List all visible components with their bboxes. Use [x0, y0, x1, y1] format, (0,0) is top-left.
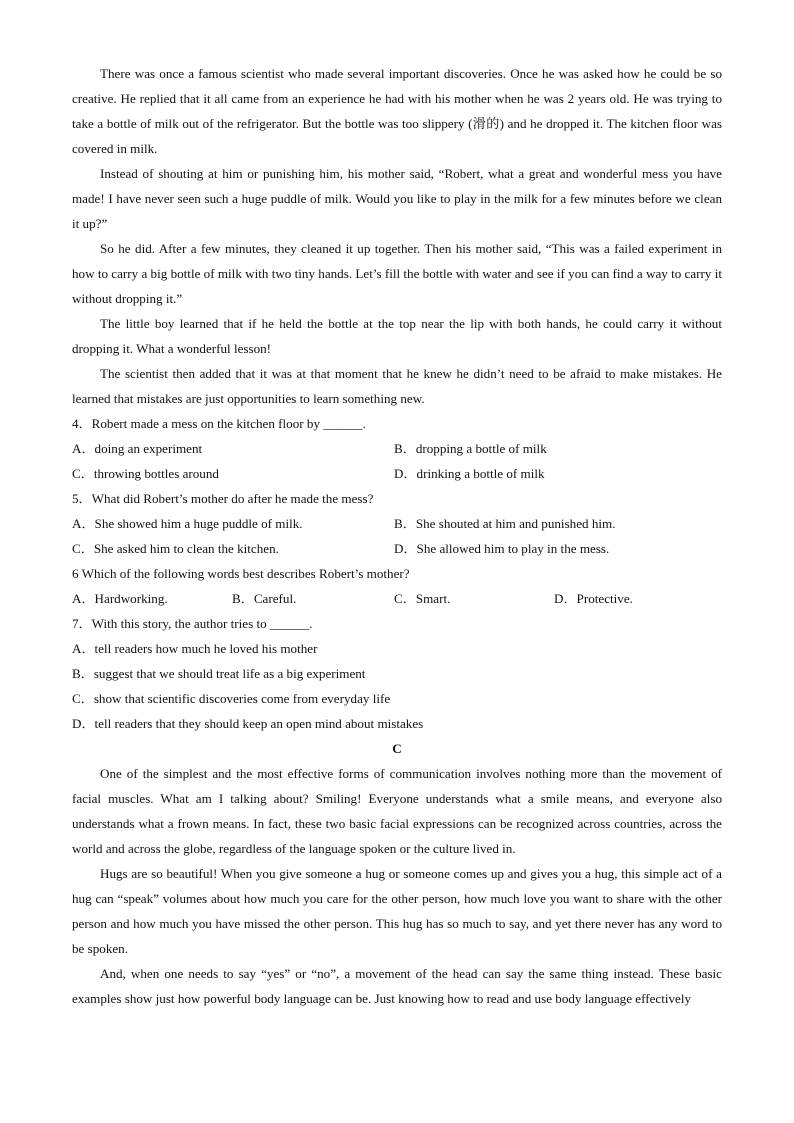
question-7-option-a[interactable]: A．tell readers how much he loved his mother [72, 641, 318, 656]
question-7-option-d[interactable]: D．tell readers that they should keep an open mind about mistakes [72, 716, 424, 731]
question-6-option-a[interactable]: A．Hardworking. [72, 591, 168, 606]
passage-b-paragraph-5: The scientist then added that it was at that moment that he knew he didn’t need to be afraid to make mistakes. He learned that mistakes are just opportunities to learn something new. [72, 366, 722, 406]
section-c-paragraph-1: One of the simplest and the most effective forms of communication involves nothing more than the movement of facial muscles. What am I talking about? Smiling! Everyone understands what a smile means, and everyone also understands what a frown means. In fact, these two basic facial expressions can be recognized across countries, across the world and across the globe, regardless of the language spoken or the culture lived in. [72, 766, 722, 856]
question-6 [72, 561, 722, 611]
question-7 [72, 611, 722, 736]
question-6-option-b[interactable]: B．Careful. [232, 591, 297, 606]
passage-b-paragraph-1: There was once a famous scientist who made several important discoveries. Once he was asked how he could be so creative. He replied that it all came from an experience he had with his mother when he was 2 years old. He was trying to take a bottle of milk out of the refrigerator. But the bottle was too slippery (滑的) and he dropped it. The kitchen floor was covered in milk. [72, 66, 722, 156]
question-5 [72, 486, 722, 561]
section-c-paragraph-3: And, when one needs to say “yes” or “no”, a movement of the head can say the same thing instead. These basic examples show just how powerful body language can be. Just knowing how to read and use body language effectively [72, 966, 722, 1006]
question-6-option-d[interactable]: D．Protective. [554, 591, 633, 606]
section-c-paragraph-2: Hugs are so beautiful! When you give someone a hug or someone comes up and gives you a hug, this simple act of a hug can “speak” volumes about how much you care for the other person, how much love you want to share with the other person and how much you have missed the other person. This hug has so much to say, and yet there never has any word to be spoken. [72, 866, 722, 956]
question-4 [72, 411, 722, 486]
question-4-options [72, 436, 722, 486]
question-4-option-c[interactable]: C．throwing bottles around [72, 466, 219, 481]
question-4-option-a[interactable]: A．doing an experiment [72, 441, 203, 456]
question-7-option-c[interactable]: C．show that scientific discoveries come from everyday life [72, 691, 391, 706]
question-7-option-b[interactable]: B．suggest that we should treat life as a big experiment [72, 666, 366, 681]
question-4-option-b[interactable]: B．dropping a bottle of milk [394, 441, 547, 456]
question-4-stem: 4．Robert made a mess on the kitchen floor by ______. [72, 416, 366, 431]
document-page [72, 61, 722, 1011]
question-5-option-b[interactable]: B．She shouted at him and punished him. [394, 516, 616, 531]
question-5-option-a[interactable]: A．She showed him a huge puddle of milk. [72, 516, 303, 531]
passage-b-paragraph-4: The little boy learned that if he held the bottle at the top near the lip with both hands, he could carry it without dropping it. What a wonderful lesson! [72, 316, 722, 356]
question-7-stem: 7．With this story, the author tries to ______. [72, 616, 313, 631]
section-c-title: C [392, 741, 402, 756]
question-6-option-c[interactable]: C．Smart. [394, 591, 451, 606]
question-5-options [72, 511, 722, 561]
question-5-stem: 5．What did Robert’s mother do after he made the mess? [72, 491, 374, 506]
question-4-option-d[interactable]: D．drinking a bottle of milk [394, 466, 545, 481]
question-6-options [72, 586, 722, 611]
question-5-option-d[interactable]: D．She allowed him to play in the mess. [394, 541, 610, 556]
question-6-stem: 6 Which of the following words best describes Robert’s mother? [72, 566, 410, 581]
passage-b-paragraph-3: So he did. After a few minutes, they cleaned it up together. Then his mother said, “This was a failed experiment in how to carry a big bottle of milk with two tiny hands. Let’s fill the bottle with water and see if you can find a way to carry it without dropping it.” [72, 241, 722, 306]
question-5-option-c[interactable]: C．She asked him to clean the kitchen. [72, 541, 279, 556]
passage-b-paragraph-2: Instead of shouting at him or punishing him, his mother said, “Robert, what a great and wonderful mess you have made! I have never seen such a huge puddle of milk. Would you like to play in the milk for a few minutes before we clean it up?” [72, 166, 722, 231]
